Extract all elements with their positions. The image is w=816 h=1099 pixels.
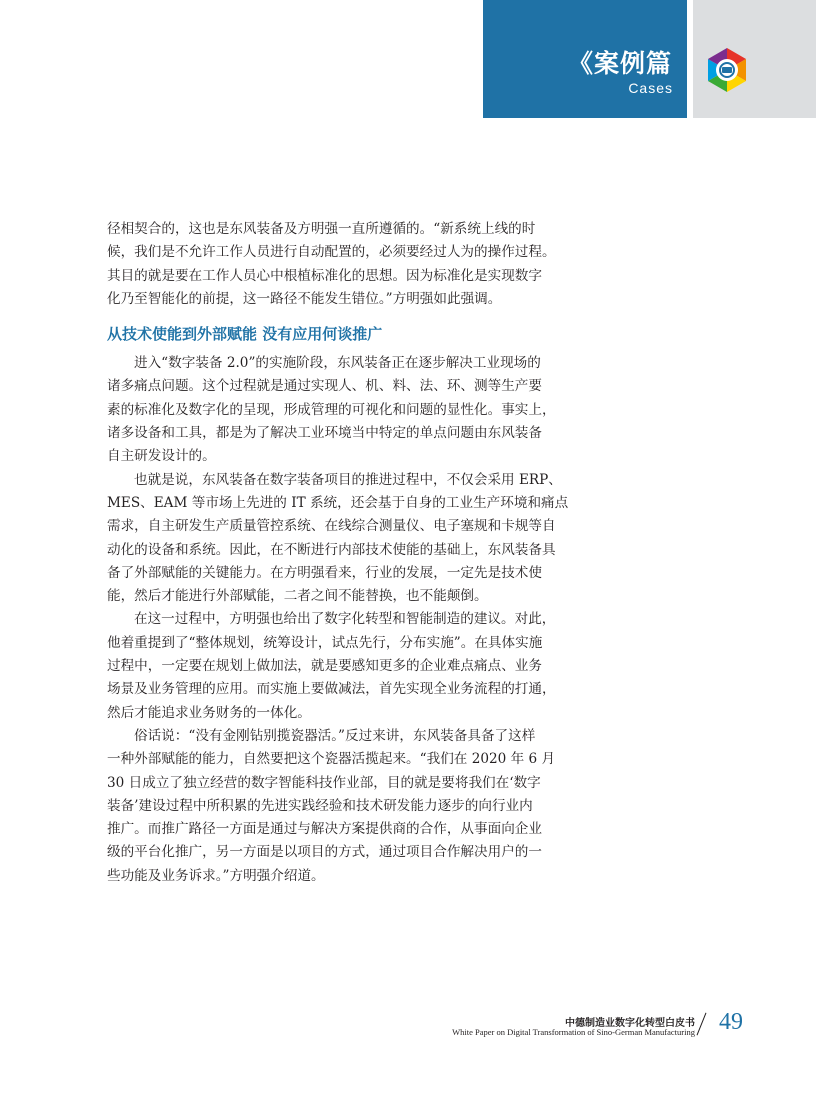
text-line: 过程中，一定要在规划上做加法，就是要感知更多的企业难点痛点、业务 [107, 658, 542, 675]
text-line: 推广。而推广路径一方面是通过与解决方案提供商的合作，从事面向企业 [107, 821, 542, 838]
footer-english-title: White Paper on Digital Transformation of Sino-German Manufacturing [452, 1027, 695, 1037]
text-line: 进入“数字装备 2.0”的实施阶段，东风装备正在逐步解决工业现场的 [134, 355, 541, 372]
text-line: 其目的就是要在工作人员心中根植标准化的思想。因为标准化是实现数字 [107, 267, 542, 284]
section-title: 《案例篇 [567, 49, 672, 78]
article-body [107, 218, 569, 888]
text-line: 俗话说：“没有金刚钻别揽瓷器活。”反过来讲，东风装备具备了这样 [134, 727, 536, 744]
text-line: MES、EAM 等市场上先进的 IT 系统，还会基于自身的工业生产环境和痛点 [107, 494, 569, 511]
text-line: 诸多痛点问题。这个过程就是通过实现人、机、料、法、环、测等生产要 [107, 378, 542, 395]
paragraph [107, 218, 556, 311]
text-line: 在这一过程中，方明强也给出了数字化转型和智能制造的建议。对此， [134, 611, 556, 628]
paragraph [107, 725, 556, 888]
text-line: 需求，自主研发生产质量管控系统、在线综合测量仪、电子塞规和卡规等自 [107, 518, 556, 535]
text-line: 径相契合的，这也是东风装备及方明强一直所遵循的。“新系统上线的时 [107, 221, 536, 237]
paragraph [107, 469, 569, 609]
text-line: 素的标准化及数字化的呈现，形成管理的可视化和问题的显性化。事实上， [107, 401, 556, 418]
hexagon-logo-icon [704, 47, 750, 93]
text-line: 动化的设备和系统。因此，在不断进行内部技术使能的基础上，东风装备具 [107, 541, 556, 558]
section-subtitle: Cases [628, 80, 673, 96]
section-heading: 从技术使能到外部赋能 没有应用何谈推广 [107, 325, 383, 344]
text-line: 备了外部赋能的关键能力。在方明强看来，行业的发展，一定先是技术使 [107, 564, 542, 581]
text-line: 一种外部赋能的能力，自然要把这个瓷器活揽起来。“我们在 2020 年 6 月 [107, 751, 556, 768]
paragraph [107, 352, 556, 468]
text-line: 化乃至智能化的前提，这一路径不能发生错位。”方明强如此强调。 [107, 290, 502, 307]
footer-divider [697, 1013, 707, 1036]
paragraph [107, 608, 556, 724]
page-number: 49 [719, 1009, 743, 1035]
text-line: 然后才能追求业务财务的一体化。 [107, 704, 311, 721]
text-line: 级的平台化推广，另一方面是以项目的方式，通过项目合作解决用户的一 [107, 844, 542, 861]
section-banner [483, 0, 687, 118]
text-line: 装备’建设过程中所积累的先进实践经验和技术研发能力逐步的向行业内 [107, 797, 533, 814]
text-line: 他着重提到了“整体规划，统筹设计，试点先行，分布实施”。在具体实施 [107, 634, 543, 651]
text-line: 能，然后才能进行外部赋能，二者之间不能替换，也不能颠倒。 [107, 588, 488, 605]
text-line: 候，我们是不允许工作人员进行自动配置的，必须要经过人为的操作过程。 [107, 244, 556, 261]
intro-paragraphs [107, 218, 556, 311]
text-line: 些功能及业务诉求。”方明强介绍道。 [107, 867, 325, 884]
text-line: 30 日成立了独立经营的数字智能科技作业部，目的就是要将我们在‘数字 [107, 774, 541, 791]
logo-panel [693, 0, 816, 118]
text-line: 自主研发设计的。 [107, 448, 216, 465]
main-paragraphs [107, 352, 569, 888]
text-line: 诸多设备和工具，都是为了解决工业环境当中特定的单点问题由东风装备 [107, 425, 542, 442]
text-line: 也就是说，东风装备在数字装备项目的推进过程中，不仅会采用 ERP、 [134, 471, 562, 488]
footer-chinese-title: 中德制造业数字化转型白皮书 [565, 1018, 695, 1029]
text-line: 场景及业务管理的应用。而实施上要做减法，首先实现全业务流程的打通， [107, 681, 556, 698]
